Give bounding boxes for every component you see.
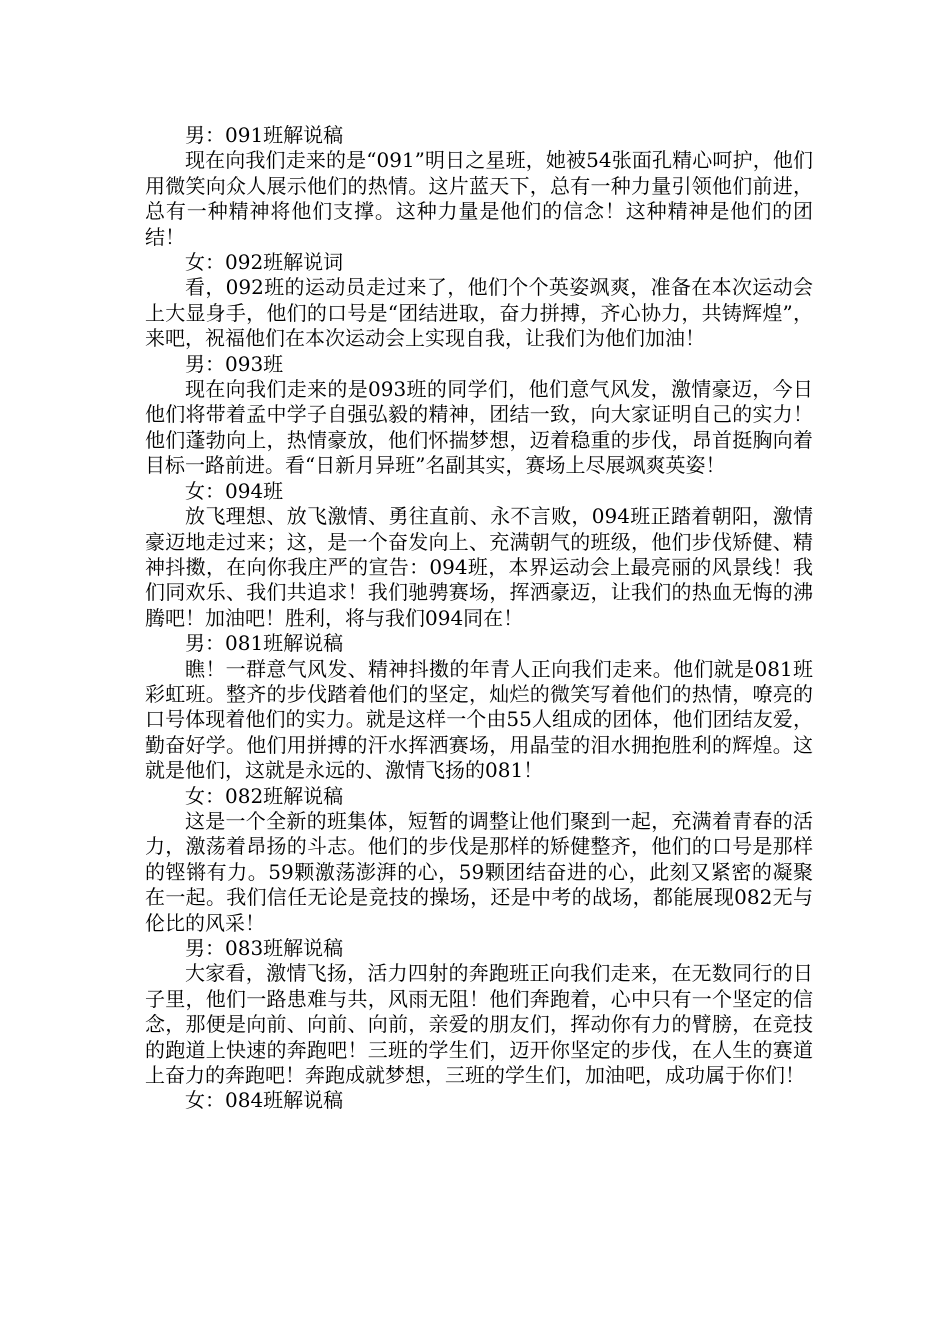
heading-092: 女：092班解说词 <box>185 250 344 275</box>
heading-093: 男：093班 <box>185 351 284 376</box>
body-082: 这是一个全新的班集体，短暂的调整让他们聚到一起，充满着青春的活力，激荡着昂扬的斗志。他们的步伐是那样的矫健整齐，他们的口号是那样的铿锵有力。59颗激荡澎湃的心，59颗团结奋进的心，此刻又紧密的凝聚在一起。我们信任无论是竞技的操场，还是中考的战场，都能展现082无与伦比的风采！ <box>145 808 813 935</box>
body-083: 大家看，激情飞扬，活力四射的奔跑班正向我们走来，在无数同行的日子里，他们一路患难与共，风雨无阻！他们奔跑着，心中只有一个坚定的信念，那便是向前、向前、向前，亲爱的朋友们，挥动你有力的臂膀，在竞技的跑道上快速的奔跑吧！三班的学生们，迈开你坚定的步伐，在人生的赛道上奋力的奔跑吧！奔跑成就梦想，三班的学生们，加油吧，成功属于你们！ <box>145 961 813 1088</box>
body-081: 瞧！一群意气风发、精神抖擞的年青人正向我们走来。他们就是081班彩虹班。整齐的步伐踏着他们的坚定，灿烂的微笑写着他们的热情，嘹亮的口号体现着他们的实力。就是这样一个由55人组成的团体，他们团结友爱，勤奋好学。他们用拼搏的汗水挥洒赛场，用晶莹的泪水拥抱胜利的辉煌。这就是他们，这就是永远的、激情飞扬的081！ <box>145 656 813 783</box>
heading-084: 女：084班解说稿 <box>185 1088 344 1113</box>
body-091: 现在向我们走来的是“091”明日之星班，她被54张面孔精心呵护，他们用微笑向众人展示他们的热情。这片蓝天下，总有一种力量引领他们前进，总有一种精神将他们支撑。这种力量是他们的信念！这种精神是他们的团结！ <box>145 148 813 249</box>
heading-081: 男：081班解说稿 <box>185 631 344 656</box>
heading-094: 女：094班 <box>185 478 284 503</box>
heading-091: 男：091班解说稿 <box>185 123 344 147</box>
body-094: 放飞理想、放飞激情、勇往直前、永不言败，094班正踏着朝阳，激情豪迈地走过来；这，是一个奋发向上、充满朝气的班级，他们步伐矫健、精神抖擞，在向你我庄严的宣告：094班，本界运动会上最亮丽的风景线！我们同欢乐、我们共追求！我们驰骋赛场，挥洒豪迈，让我们的热血无悔的沸腾吧！加油吧！胜利，将与我们094同在！ <box>145 504 813 630</box>
document-page <box>145 123 813 1114</box>
body-092: 看，092班的运动员走过来了，他们个个英姿飒爽，准备在本次运动会上大显身手，他们的口号是“团结进取，奋力拼搏，齐心协力，共铸辉煌”，来吧，祝福他们在本次运动会上实现自我，让我们为他们加油！ <box>145 275 813 351</box>
heading-083: 男：083班解说稿 <box>185 936 344 960</box>
heading-082: 女：082班解说稿 <box>185 783 344 808</box>
body-093: 现在向我们走来的是093班的同学们，他们意气风发，激情豪迈，今日他们将带着孟中学子自强弘毅的精神，团结一致，向大家证明自己的实力！他们蓬勃向上，热情豪放，他们怀揣梦想，迈着稳重的步伐，昂首挺胸向着目标一路前进。看“日新月异班”名副其实，赛场上尽展飒爽英姿！ <box>145 377 813 478</box>
